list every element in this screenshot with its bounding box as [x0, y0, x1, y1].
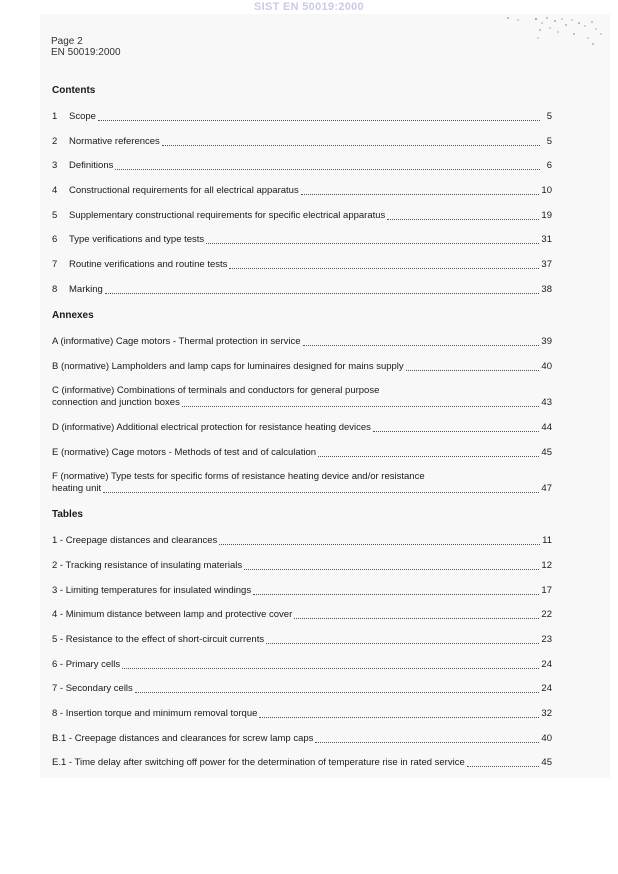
toc-entry-label-line2: connection and junction boxes — [52, 397, 180, 409]
toc-entry-annex-d[interactable] — [52, 422, 552, 434]
leader-dots — [318, 448, 539, 457]
toc-entry-supplementary-requirements[interactable] — [52, 210, 552, 222]
toc-entry-type-verifications[interactable] — [52, 234, 552, 246]
leader-dots — [253, 586, 539, 595]
toc-entry-page: 45 — [541, 757, 552, 769]
leader-dots — [103, 484, 539, 493]
leader-dots — [259, 709, 539, 718]
toc-entry-num: 1 — [52, 111, 58, 122]
toc-entry-table-b1[interactable] — [52, 733, 552, 745]
leader-dots — [406, 362, 540, 371]
toc-entry-label: D (informative) Additional electrical protection for resistance heating devices — [52, 421, 371, 433]
toc-entry-page: 37 — [541, 259, 552, 271]
toc-entry-page: 24 — [541, 658, 552, 670]
toc-entry-scope[interactable] — [52, 111, 552, 123]
toc-entry-marking[interactable] — [52, 284, 552, 296]
toc-entry-annex-c[interactable] — [52, 385, 552, 409]
toc-entry-label: Type verifications and type tests — [69, 234, 205, 246]
toc-entry-page: 31 — [541, 234, 552, 246]
toc-entry-label: E (normative) Cage motors - Methods of test and of calculation — [52, 446, 317, 458]
toc-entry-label: 1 - Creepage distances and clearances — [52, 535, 218, 547]
toc-entry-num: 6 — [52, 234, 58, 246]
toc-entry-page: 43 — [541, 397, 552, 409]
toc-entry-table-7[interactable] — [52, 683, 552, 695]
toc-entry-label: 2 - Tracking resistance of insulating materials — [52, 559, 243, 571]
toc-entry-table-e1[interactable] — [52, 757, 552, 769]
toc-entry-label-line1: F (normative) Type tests for specific forms of resistance heating device and/or resistance — [52, 471, 425, 483]
leader-dots — [303, 337, 540, 346]
toc-entry-label: 5 - Resistance to the effect of short-circuit currents — [52, 634, 265, 645]
toc-entry-label: Marking — [69, 283, 103, 295]
leader-dots — [373, 423, 539, 432]
toc-entry-table-1[interactable] — [52, 535, 552, 547]
toc-entry-page: 32 — [541, 708, 552, 720]
toc-entry-page: 23 — [541, 634, 552, 645]
toc-entry-num: 8 — [52, 283, 58, 295]
tables-heading: Tables — [52, 509, 83, 521]
toc-entry-label: Routine verifications and routine tests — [69, 259, 228, 271]
toc-entry-constructional-requirements[interactable] — [52, 185, 552, 197]
toc-entry-page: 10 — [541, 185, 552, 197]
page-header — [51, 36, 121, 58]
toc-entry-normative-references[interactable] — [52, 136, 552, 148]
toc-entry-page: 40 — [541, 732, 552, 744]
leader-dots — [182, 398, 540, 407]
toc-entry-table-6[interactable] — [52, 659, 552, 671]
toc-entry-label: Normative references — [69, 135, 160, 147]
toc-entry-table-8[interactable] — [52, 708, 552, 720]
leader-dots — [315, 734, 539, 743]
leader-dots — [115, 161, 540, 170]
annexes-heading: Annexes — [52, 309, 94, 321]
toc-entry-table-5[interactable] — [52, 634, 552, 646]
toc-entry-label: Definitions — [69, 160, 114, 172]
toc-entry-annex-f[interactable] — [52, 471, 552, 495]
leader-dots — [229, 260, 539, 269]
toc-entry-page: 5 — [546, 135, 552, 147]
toc-entry-label: Scope — [69, 111, 96, 122]
toc-entry-label-line2: heating unit — [52, 483, 102, 495]
toc-entry-table-2[interactable] — [52, 560, 552, 572]
toc-entry-annex-e[interactable] — [52, 447, 552, 459]
toc-entry-label: Supplementary constructional requirements for specific electrical apparatus — [69, 209, 386, 221]
leader-dots — [467, 758, 540, 767]
toc-entry-page: 22 — [541, 609, 552, 621]
toc-entry-page: 19 — [541, 209, 552, 221]
leader-dots — [98, 112, 540, 121]
toc-entry-label: Constructional requirements for all electrical apparatus — [69, 185, 299, 197]
leader-dots — [294, 610, 539, 619]
leader-dots — [122, 660, 539, 669]
toc-entry-page: 17 — [541, 584, 552, 596]
contents-heading: Contents — [52, 85, 96, 96]
toc-entry-page: 45 — [541, 446, 552, 458]
leader-dots — [206, 235, 539, 244]
toc-entry-page: 12 — [541, 559, 552, 571]
toc-entry-page: 6 — [546, 160, 552, 172]
toc-entry-num: 4 — [52, 185, 58, 197]
toc-entry-annex-a[interactable] — [52, 336, 552, 348]
leader-dots — [135, 684, 540, 693]
toc-entry-page: 40 — [541, 360, 552, 372]
toc-entry-label: 3 - Limiting temperatures for insulated windings — [52, 584, 252, 596]
toc-entry-definitions[interactable] — [52, 160, 552, 172]
toc-entry-table-4[interactable] — [52, 609, 552, 621]
toc-entry-label: B (normative) Lampholders and lamp caps for luminaires designed for mains supply — [52, 360, 404, 372]
scan-specks — [500, 14, 610, 54]
toc-entry-num: 3 — [52, 160, 58, 172]
standard-id: EN 50019:2000 — [51, 47, 121, 58]
leader-dots — [244, 561, 539, 570]
toc-entry-label: B.1 - Creepage distances and clearances for screw lamp caps — [52, 732, 314, 744]
toc-entry-page: 24 — [541, 683, 552, 695]
toc-entry-page: 11 — [542, 535, 552, 547]
table-of-contents — [52, 84, 552, 769]
toc-entry-page: 39 — [541, 335, 552, 347]
toc-entry-label: E.1 - Time delay after switching off power for the determination of temperature rise in rated service — [52, 757, 465, 769]
toc-entry-annex-b[interactable] — [52, 361, 552, 373]
leader-dots — [219, 536, 540, 545]
toc-entry-routine-verifications[interactable] — [52, 259, 552, 271]
toc-entry-label-line1: C (informative) Combinations of terminals and conductors for general purpose — [52, 385, 380, 397]
toc-entry-num: 2 — [52, 135, 58, 147]
toc-entry-table-3[interactable] — [52, 585, 552, 597]
leader-dots — [266, 635, 539, 644]
toc-entry-label: 7 - Secondary cells — [52, 683, 133, 695]
toc-entry-label: A (informative) Cage motors - Thermal protection in service — [52, 335, 301, 347]
toc-entry-page: 5 — [546, 111, 552, 122]
toc-entry-num: 7 — [52, 259, 58, 271]
leader-dots — [105, 285, 540, 294]
toc-entry-page: 47 — [541, 483, 552, 495]
toc-entry-label: 6 - Primary cells — [52, 658, 121, 670]
toc-entry-page: 44 — [541, 421, 552, 433]
toc-entry-label: 4 - Minimum distance between lamp and protective cover — [52, 609, 293, 621]
watermark: SIST EN 50019:2000 — [254, 1, 364, 13]
leader-dots — [301, 186, 540, 195]
toc-entry-num: 5 — [52, 209, 58, 221]
page-number: Page 2 — [51, 36, 83, 47]
toc-entry-label: 8 - Insertion torque and minimum removal torque — [52, 708, 258, 720]
toc-entry-page: 38 — [541, 283, 552, 295]
leader-dots — [387, 211, 539, 220]
leader-dots — [162, 137, 540, 146]
